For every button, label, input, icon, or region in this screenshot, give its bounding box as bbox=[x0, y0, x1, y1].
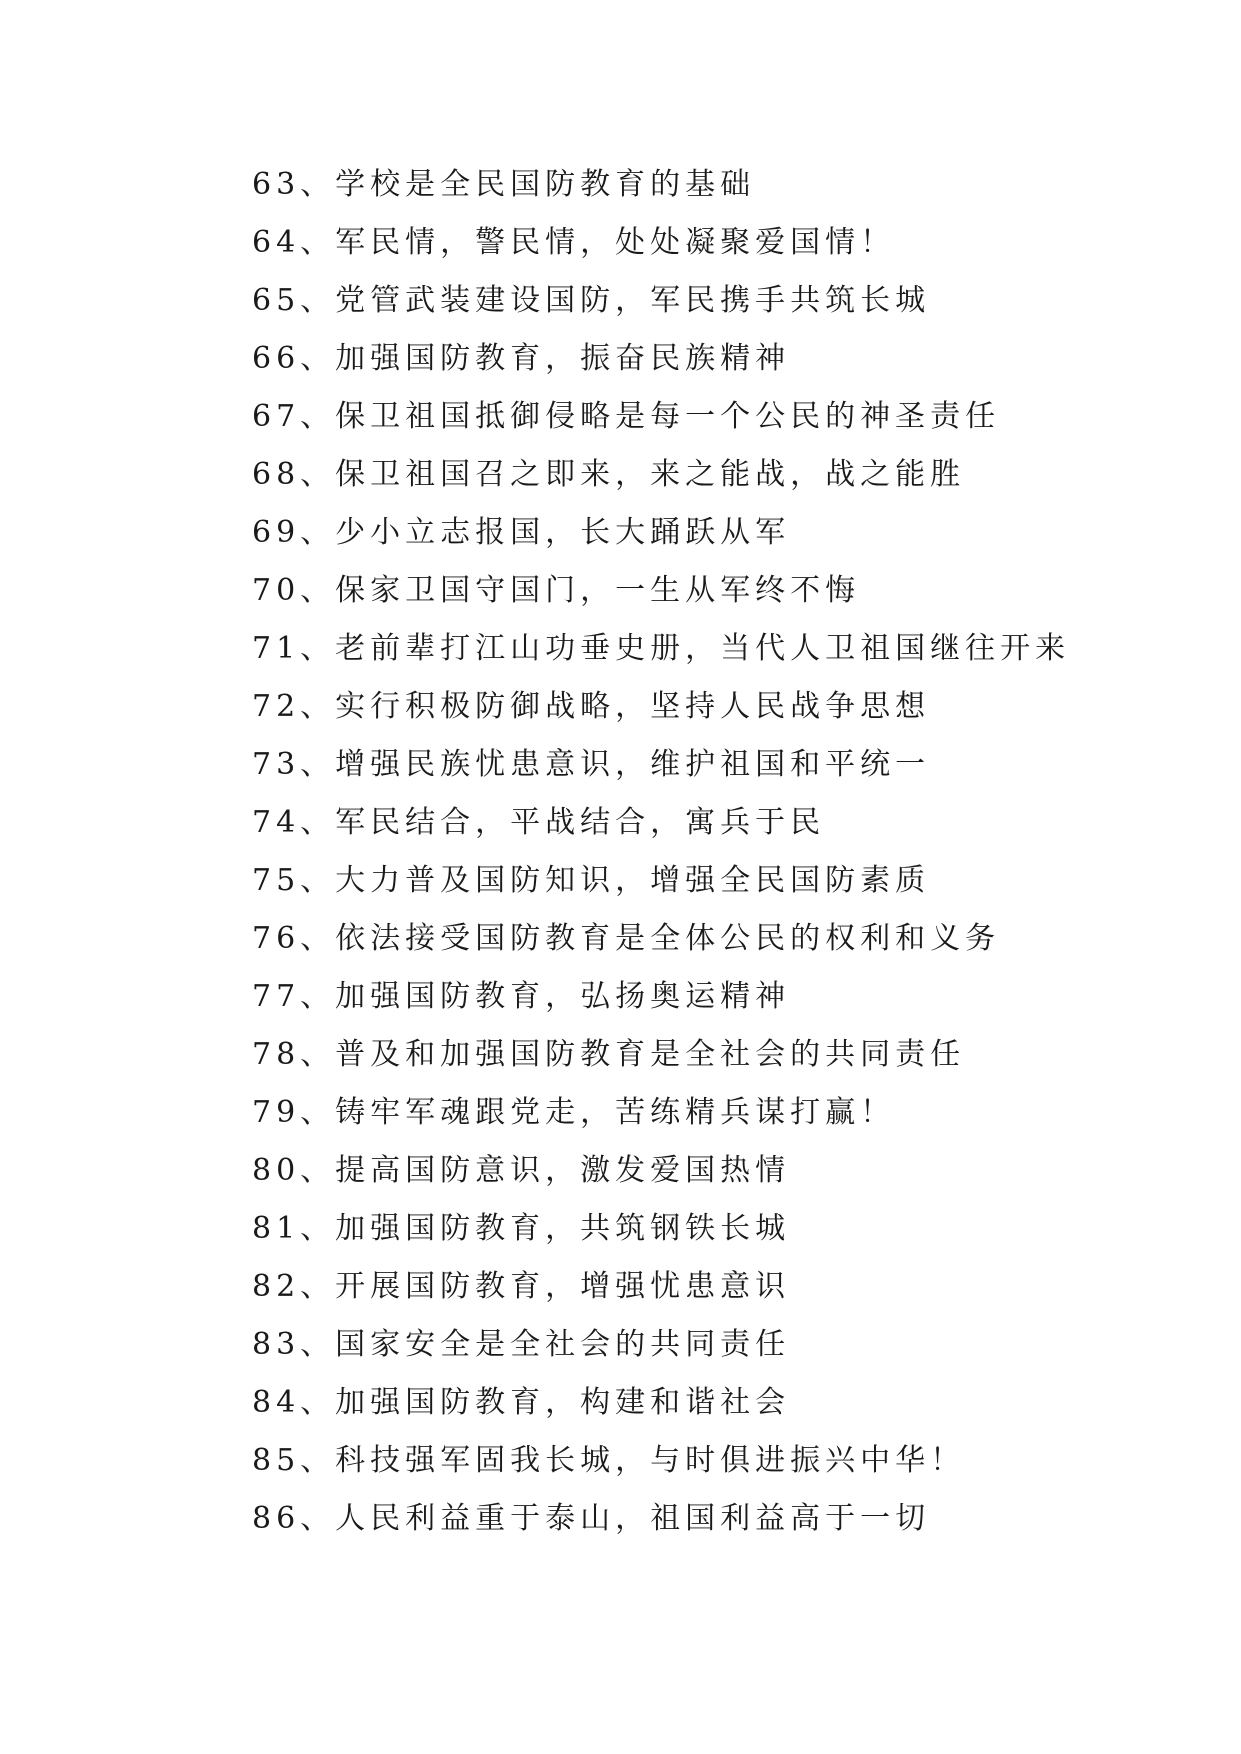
slogan-item: 79、铸牢军魂跟党走，苦练精兵谋打赢！ bbox=[252, 1095, 896, 1130]
slogan-item: 78、普及和加强国防教育是全社会的共同责任 bbox=[252, 1037, 966, 1072]
slogan-item: 81、加强国防教育，共筑钢铁长城 bbox=[252, 1211, 791, 1246]
slogan-item: 65、党管武装建设国防，军民携手共筑长城 bbox=[252, 283, 931, 318]
slogan-item: 85、科技强军固我长城，与时俱进振兴中华！ bbox=[252, 1443, 966, 1478]
slogan-item: 70、保家卫国守国门，一生从军终不悔 bbox=[252, 573, 861, 608]
slogan-item: 67、保卫祖国抵御侵略是每一个公民的神圣责任 bbox=[252, 399, 1001, 434]
slogan-item: 75、大力普及国防知识，增强全民国防素质 bbox=[252, 863, 931, 898]
slogan-item: 63、学校是全民国防教育的基础 bbox=[252, 167, 756, 202]
slogan-item: 72、实行积极防御战略，坚持人民战争思想 bbox=[252, 689, 931, 724]
slogan-item: 77、加强国防教育，弘扬奥运精神 bbox=[252, 979, 791, 1014]
slogan-item: 69、少小立志报国，长大踊跃从军 bbox=[252, 515, 791, 550]
slogan-item: 80、提高国防意识，激发爱国热情 bbox=[252, 1153, 791, 1188]
slogan-list bbox=[252, 156, 1070, 1548]
slogan-item: 73、增强民族忧患意识，维护祖国和平统一 bbox=[252, 747, 931, 782]
slogan-item: 74、军民结合，平战结合，寓兵于民 bbox=[252, 805, 826, 840]
slogan-item: 68、保卫祖国召之即来，来之能战，战之能胜 bbox=[252, 457, 966, 492]
slogan-item: 83、国家安全是全社会的共同责任 bbox=[252, 1327, 791, 1362]
slogan-item: 76、依法接受国防教育是全体公民的权利和义务 bbox=[252, 921, 1001, 956]
slogan-item: 71、老前辈打江山功垂史册，当代人卫祖国继往开来 bbox=[252, 631, 1071, 666]
slogan-item: 86、人民利益重于泰山，祖国利益高于一切 bbox=[252, 1501, 931, 1536]
slogan-item: 64、军民情，警民情，处处凝聚爱国情！ bbox=[252, 225, 896, 260]
slogan-item: 82、开展国防教育，增强忧患意识 bbox=[252, 1269, 791, 1304]
slogan-item: 84、加强国防教育，构建和谐社会 bbox=[252, 1385, 791, 1420]
slogan-item: 66、加强国防教育，振奋民族精神 bbox=[252, 341, 791, 376]
